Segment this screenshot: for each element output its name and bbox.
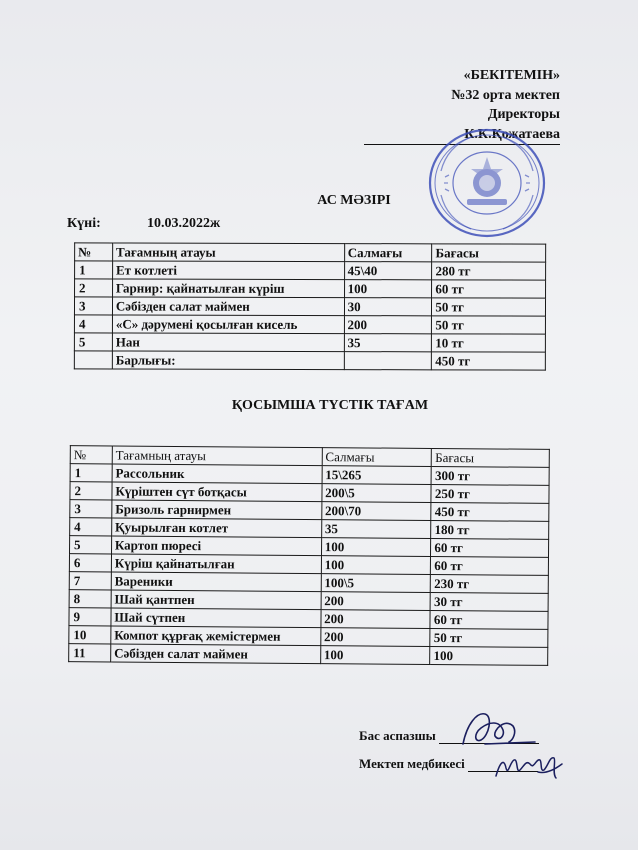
dish-name: Сәбізден салат маймен (112, 297, 344, 316)
dish-name: Шай сүтпен (111, 608, 321, 628)
extra-menu-table (68, 445, 550, 666)
table-row (74, 297, 545, 316)
table-row (74, 315, 545, 334)
dish-name: Рассольник (112, 464, 322, 484)
dish-weight: 45\40 (344, 262, 432, 280)
header-cell: № (75, 243, 113, 261)
date-label: Күні: (67, 216, 101, 231)
table-row (75, 261, 546, 280)
row-number: 5 (74, 333, 112, 351)
dish-weight: 200 (321, 592, 431, 611)
total-row (74, 351, 545, 370)
dish-name: Күріштен сүт ботқасы (112, 482, 322, 502)
dish-weight: 35 (344, 334, 432, 352)
dish-price: 60 тг (432, 280, 546, 298)
table-row (74, 333, 545, 352)
table-header-row (75, 243, 546, 262)
row-number: 4 (70, 518, 112, 536)
approval-position: Директоры (487, 107, 560, 122)
dish-price: 50 тг (432, 298, 546, 316)
row-number: 6 (69, 554, 111, 572)
cook-signature-label: Бас аспазшы (359, 728, 436, 743)
dish-price: 10 тг (432, 334, 546, 352)
dish-name: Компот құрғақ жемістермен (111, 626, 321, 646)
dish-price: 230 тг (431, 574, 549, 593)
dish-name: Картоп пюресі (111, 536, 321, 556)
row-number: 10 (69, 626, 111, 644)
dish-price: 50 тг (432, 316, 546, 334)
header-cell: Бағасы (432, 244, 546, 262)
dish-name: Сәбізден салат маймен (111, 644, 321, 664)
official-stamp (427, 127, 547, 239)
table-row (75, 279, 546, 298)
dish-name: Қуырылған котлет (112, 518, 322, 538)
dish-weight: 200\5 (322, 484, 432, 503)
dish-price: 280 тг (432, 262, 546, 280)
nurse-signature-label: Мектеп медбикесі (359, 756, 465, 771)
dish-weight: 35 (321, 520, 431, 539)
dish-price: 450 тг (431, 502, 549, 521)
header-cell: Тағамның атауы (112, 243, 344, 262)
dish-price: 180 тг (431, 520, 549, 539)
dish-weight: 200 (344, 316, 432, 334)
dish-name: Вареники (111, 572, 321, 592)
approval-director-name: К.К.Қожатаева (364, 125, 560, 146)
dish-weight: 15\265 (322, 466, 432, 485)
dish-weight: 30 (344, 298, 432, 316)
dish-name: Нан (112, 333, 344, 352)
dish-name: Күріш қайнатылған (111, 554, 321, 574)
row-number: 5 (70, 536, 112, 554)
row-number: 1 (70, 464, 112, 482)
menu-table (74, 242, 546, 370)
dish-price: 100 (430, 646, 548, 665)
total-empty-cell (74, 351, 112, 369)
dish-name: Ет котлеті (112, 261, 344, 280)
approval-school: №32 орта мектеп (451, 87, 560, 103)
dish-price: 60 тг (431, 538, 549, 557)
dish-weight: 200\70 (321, 502, 431, 521)
total-value: 450 тг (432, 352, 546, 370)
menu-date-row (67, 216, 220, 232)
dish-weight: 200 (321, 610, 431, 629)
approval-heading: «БЕКІТЕМІН» (463, 68, 560, 83)
dish-name: Шай қантпен (111, 590, 321, 610)
dish-price: 60 тг (430, 610, 548, 629)
dish-price: 250 тг (431, 484, 549, 503)
row-number: 1 (75, 261, 113, 279)
dish-price: 30 тг (430, 592, 548, 611)
nurse-signature-icon (490, 748, 570, 784)
row-number: 3 (70, 500, 112, 518)
menu-title: АС МӘЗІРІ (317, 193, 391, 208)
extra-menu-title: ҚОСЫМША ТҮСТІК ТАҒАМ (231, 398, 429, 413)
row-number: 11 (69, 644, 111, 662)
dish-name: Бризоль гарнирмен (112, 500, 322, 520)
header-cell: Бағасы (432, 448, 550, 467)
row-number: 9 (69, 608, 111, 626)
row-number: 2 (70, 482, 112, 500)
date-value: 10.03.2022ж (147, 216, 221, 231)
cook-signature-icon (455, 706, 545, 752)
dish-weight: 100 (320, 646, 430, 665)
dish-weight: 100 (321, 556, 431, 575)
dish-price: 300 тг (431, 466, 549, 485)
dish-price: 50 тг (430, 628, 548, 647)
header-cell: № (70, 446, 112, 464)
dish-name: «С» дәрумені қосылған кисель (112, 315, 344, 334)
row-number: 3 (74, 297, 112, 315)
total-empty-cell (344, 352, 432, 370)
dish-name: Гарнир: қайнатылған күріш (112, 279, 344, 298)
table-row (69, 644, 548, 666)
header-cell: Тағамның атауы (112, 446, 322, 466)
dish-weight: 200 (320, 628, 430, 647)
total-label: Барлығы: (112, 351, 344, 370)
header-cell: Салмағы (344, 244, 432, 262)
row-number: 8 (69, 590, 111, 608)
header-cell: Салмағы (322, 448, 432, 467)
row-number: 2 (75, 279, 113, 297)
dish-weight: 100\5 (321, 574, 431, 593)
dish-weight: 100 (321, 538, 431, 557)
row-number: 4 (74, 315, 112, 333)
row-number: 7 (69, 572, 111, 590)
dish-weight: 100 (344, 280, 432, 298)
dish-price: 60 тг (431, 556, 549, 575)
